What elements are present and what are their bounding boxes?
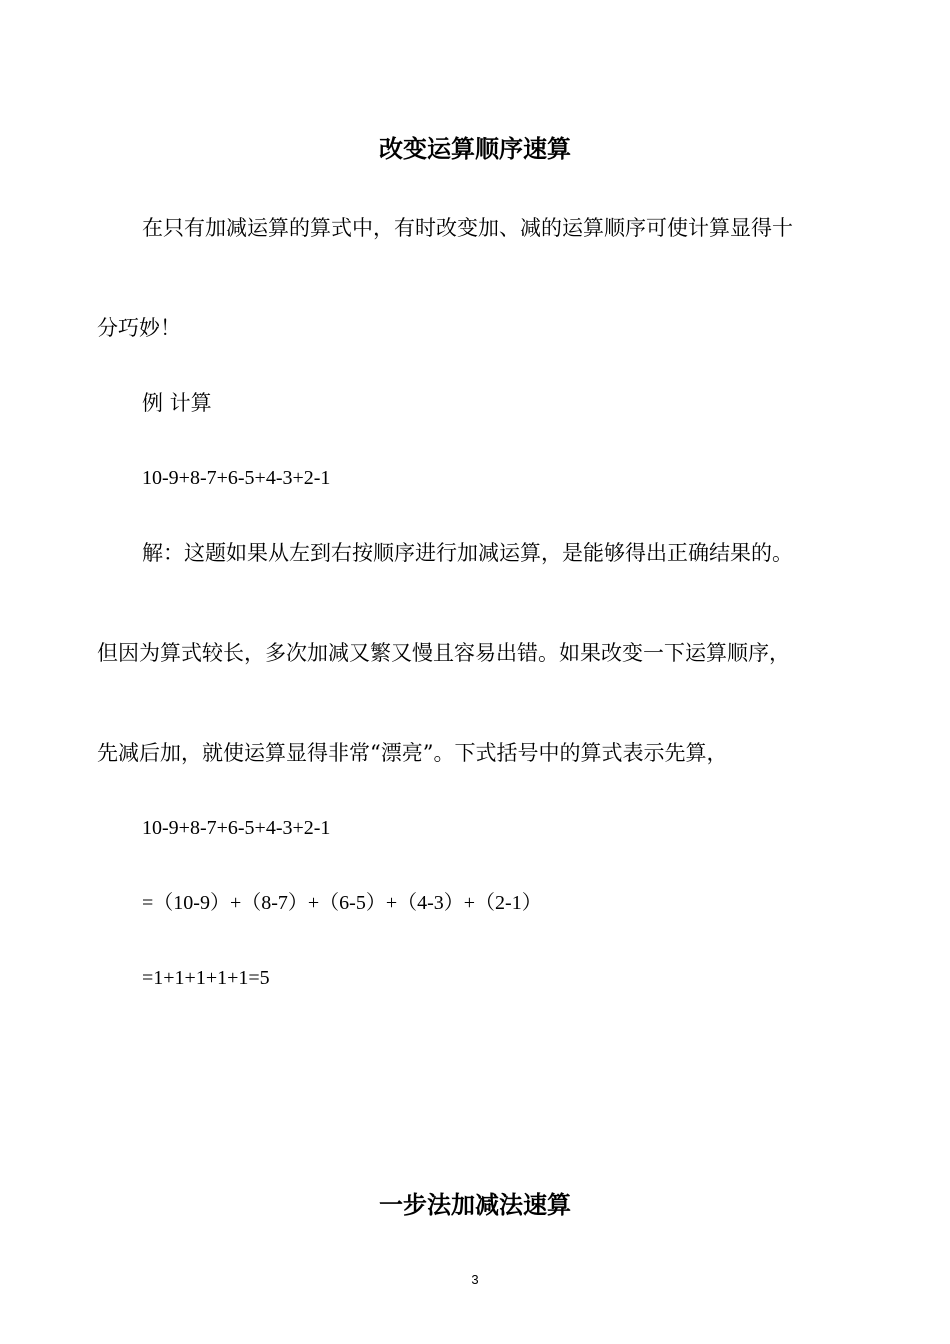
paragraph-line: 但因为算式较长，多次加减又繁又慢且容易出错。如果改变一下运算顺序， — [97, 641, 790, 665]
example-label: 例 计算 — [142, 391, 212, 415]
equation-step: 10-9+8-7+6-5+4-3+2-1 — [142, 817, 331, 839]
section-title: 一步法加减法速算 — [379, 1191, 571, 1219]
section-title: 改变运算顺序速算 — [379, 135, 571, 163]
paragraph-line: 在只有加减运算的算式中，有时改变加、减的运算顺序可使计算显得十 — [142, 216, 793, 240]
expression: 10-9+8-7+6-5+4-3+2-1 — [142, 467, 331, 489]
equation-step: =1+1+1+1+1=5 — [142, 967, 270, 989]
paragraph-line: 先减后加，就使运算显得非常“漂亮”。下式括号中的算式表示先算， — [97, 741, 728, 765]
equation-step: =（10-9）+（8-7）+（6-5）+（4-3）+（2-1） — [142, 892, 542, 914]
paragraph-line: 分巧妙！ — [97, 316, 181, 340]
page-number: 3 — [471, 1272, 479, 1287]
paragraph-line: 解：这题如果从左到右按顺序进行加减运算，是能够得出正确结果的。 — [142, 541, 793, 565]
